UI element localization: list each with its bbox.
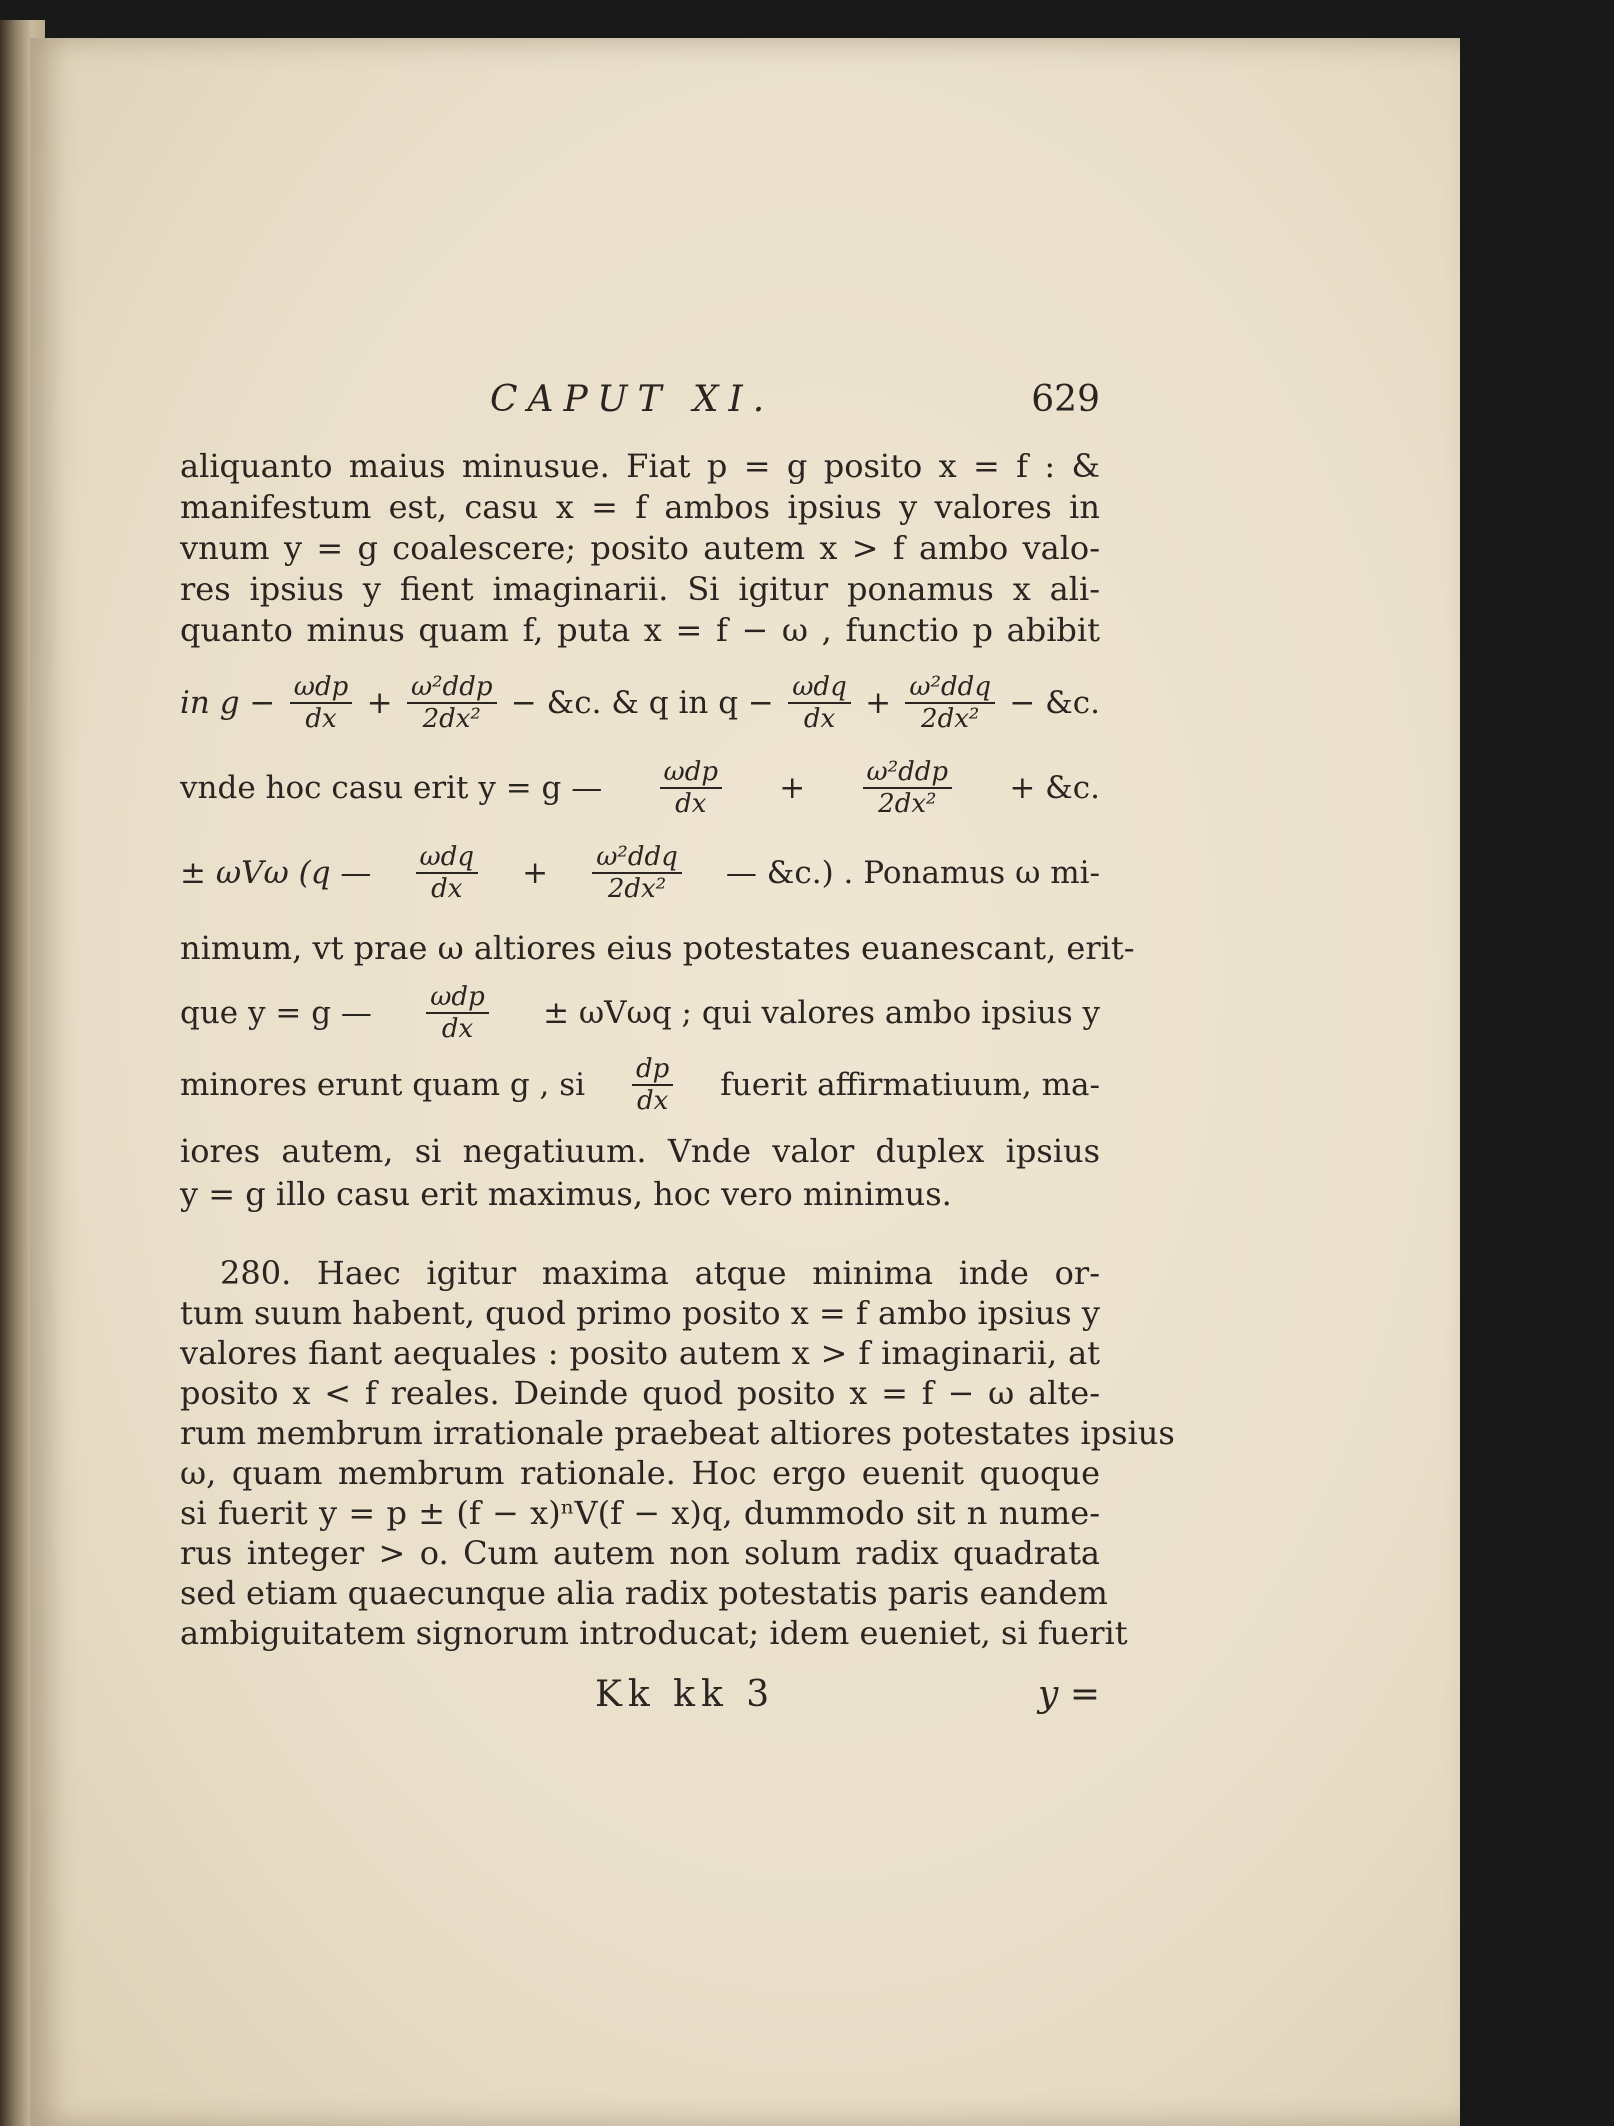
fraction bbox=[426, 982, 489, 1044]
fraction-numerator: dp bbox=[632, 1054, 673, 1086]
fraction-numerator: ωdp bbox=[660, 757, 723, 789]
plus-sign: + bbox=[522, 855, 549, 891]
fraction-denominator: 2dx² bbox=[607, 874, 667, 904]
page-number: 629 bbox=[1031, 379, 1100, 420]
fraction-numerator: ωdq bbox=[788, 672, 851, 704]
formula-text: − &c. & q in q − bbox=[510, 685, 774, 721]
formula-text: vnde hoc casu erit y = g — bbox=[180, 770, 603, 806]
fraction-denominator: dx bbox=[305, 704, 337, 734]
paragraph-280-line: si fuerit y = p ± (f − x)ⁿV(f − x)q, dummodo sit n nume- bbox=[180, 1494, 1100, 1532]
fraction-numerator: ω²ddq bbox=[905, 672, 995, 704]
formula-text: + &c. bbox=[1009, 770, 1100, 806]
fraction-denominator: 2dx² bbox=[921, 704, 980, 734]
text-line: aliquanto maius minusue. Fiat p = g posito x = f : & bbox=[180, 447, 1100, 485]
book-page bbox=[30, 38, 1460, 2126]
text-line: manifestum est, casu x = f ambos ipsius y valores in bbox=[180, 488, 1100, 526]
text-line: quanto minus quam f, puta x = f − ω , functio p abibit bbox=[180, 611, 1100, 649]
fraction bbox=[632, 1054, 673, 1116]
fraction-denominator: dx bbox=[637, 1086, 669, 1116]
formula-text: minores erunt quam g , si bbox=[180, 1067, 586, 1103]
formula-line bbox=[180, 668, 1100, 738]
formula-line bbox=[180, 978, 1100, 1048]
paragraph-280-line: 280. Haec igitur maxima atque minima inde or- bbox=[220, 1254, 1100, 1292]
formula-text: − &c. bbox=[1009, 685, 1100, 721]
fraction bbox=[407, 672, 497, 734]
fraction-numerator: ωdp bbox=[290, 672, 353, 704]
fraction bbox=[416, 842, 479, 904]
running-head: CAPUT XI. bbox=[490, 379, 775, 420]
formula-line bbox=[180, 753, 1100, 823]
fraction-denominator: dx bbox=[431, 874, 463, 904]
paragraph-280-line: ambiguitatem signorum introducat; idem eueniet, si fuerit bbox=[180, 1614, 1128, 1652]
paragraph-280-line: rum membrum irrationale praebeat altiores potestates ipsius bbox=[180, 1414, 1175, 1452]
paragraph-280-line: sed etiam quaecunque alia radix potestatis paris eandem bbox=[180, 1574, 1108, 1612]
fraction-denominator: 2dx² bbox=[422, 704, 481, 734]
paragraph-280-line: tum suum habent, quod primo posito x = f ambo ipsius y bbox=[180, 1294, 1100, 1332]
fraction-denominator: 2dx² bbox=[878, 789, 937, 819]
text-line: nimum, vt prae ω altiores eius potestates euanescant, erit- bbox=[180, 929, 1135, 967]
paragraph-280-line: ω, quam membrum rationale. Hoc ergo euenit quoque bbox=[180, 1454, 1100, 1492]
fraction-numerator: ω²ddq bbox=[592, 842, 682, 874]
formula-text: que y = g — bbox=[180, 995, 372, 1031]
fraction-denominator: dx bbox=[675, 789, 707, 819]
formula-text: ± ωVω (q — bbox=[180, 855, 372, 891]
text-line: vnum y = g coalescere; posito autem x > f ambo valo- bbox=[180, 529, 1100, 567]
plus-sign: + bbox=[366, 685, 393, 721]
fraction-denominator: dx bbox=[803, 704, 836, 734]
formula-text: — &c.) . Ponamus ω mi- bbox=[725, 855, 1100, 891]
signature-mark: Kk kk 3 bbox=[595, 1674, 776, 1715]
paragraph-280-line: posito x < f reales. Deinde quod posito x = f − ω alte- bbox=[180, 1374, 1100, 1412]
fraction-numerator: ω²ddp bbox=[407, 672, 497, 704]
catchword: y = bbox=[1038, 1674, 1100, 1715]
formula-text: ± ωVωq ; qui valores ambo ipsius y bbox=[543, 995, 1100, 1031]
paragraph-280-line: valores fiant aequales : posito autem x > f imaginarii, at bbox=[180, 1334, 1100, 1372]
text-line: res ipsius y fient imaginarii. Si igitur ponamus x ali- bbox=[180, 570, 1100, 608]
fraction-denominator: dx bbox=[441, 1014, 474, 1044]
text-line: y = g illo casu erit maximus, hoc vero minimus. bbox=[180, 1175, 952, 1213]
fraction bbox=[592, 842, 682, 904]
fraction bbox=[788, 672, 851, 734]
fraction-numerator: ωdp bbox=[426, 982, 489, 1014]
text-line: iores autem, si negatiuum. Vnde valor duplex ipsius bbox=[180, 1132, 1100, 1170]
paragraph-280-line: rus integer > o. Cum autem non solum radix quadrata bbox=[180, 1534, 1100, 1572]
fraction bbox=[290, 672, 353, 734]
formula-text: in g − bbox=[180, 685, 276, 721]
fraction-numerator: ωdq bbox=[416, 842, 479, 874]
fraction bbox=[660, 757, 723, 819]
formula-line bbox=[180, 838, 1100, 908]
fraction bbox=[905, 672, 995, 734]
fraction bbox=[863, 757, 953, 819]
formula-text: fuerit affirmatiuum, ma- bbox=[720, 1067, 1100, 1103]
fraction-numerator: ω²ddp bbox=[863, 757, 953, 789]
formula-line bbox=[180, 1050, 1100, 1120]
plus-sign: + bbox=[865, 685, 892, 721]
plus-sign: + bbox=[779, 770, 806, 806]
